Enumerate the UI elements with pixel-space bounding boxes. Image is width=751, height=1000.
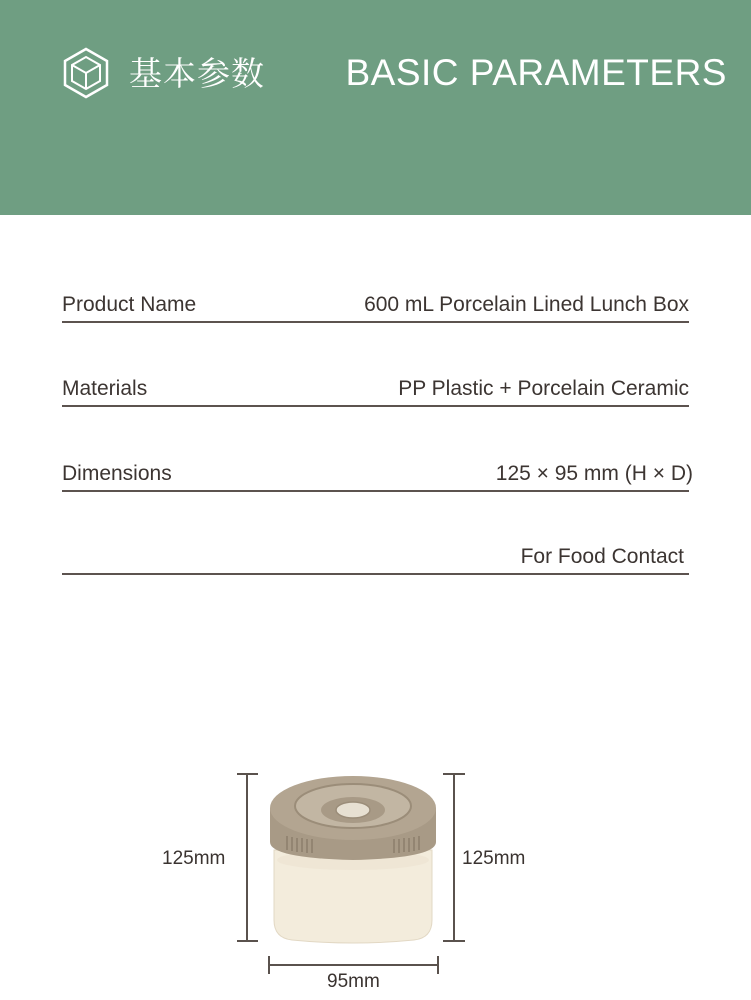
spec-label: Product Name	[62, 293, 197, 316]
spec-row-dimensions	[62, 452, 693, 492]
header-title-cn: 基本参数	[129, 54, 265, 93]
spec-label: Materials	[62, 377, 148, 400]
spec-value: PP Plastic + Porcelain Ceramic	[398, 377, 689, 400]
spec-row-materials	[62, 367, 689, 407]
height-label-right: 125mm	[462, 848, 526, 869]
height-label-left: 125mm	[162, 848, 226, 869]
spec-label: Dimensions	[62, 462, 172, 485]
product-dimension-diagram	[150, 760, 600, 1000]
spec-row-product-name	[62, 283, 689, 323]
spec-value: For Food Contact	[520, 545, 684, 568]
lunch-box-illustration	[150, 760, 600, 1000]
hexagon-cube-icon	[60, 47, 112, 99]
spec-value: 600 mL Porcelain Lined Lunch Box	[364, 293, 689, 316]
header-banner	[0, 0, 751, 215]
spec-row-food-contact	[62, 535, 689, 575]
spec-value: 125 × 95 mm (H × D)	[495, 462, 693, 485]
header-title-en: BASIC PARAMETERS	[345, 52, 727, 93]
diameter-label: 95mm	[327, 971, 380, 992]
